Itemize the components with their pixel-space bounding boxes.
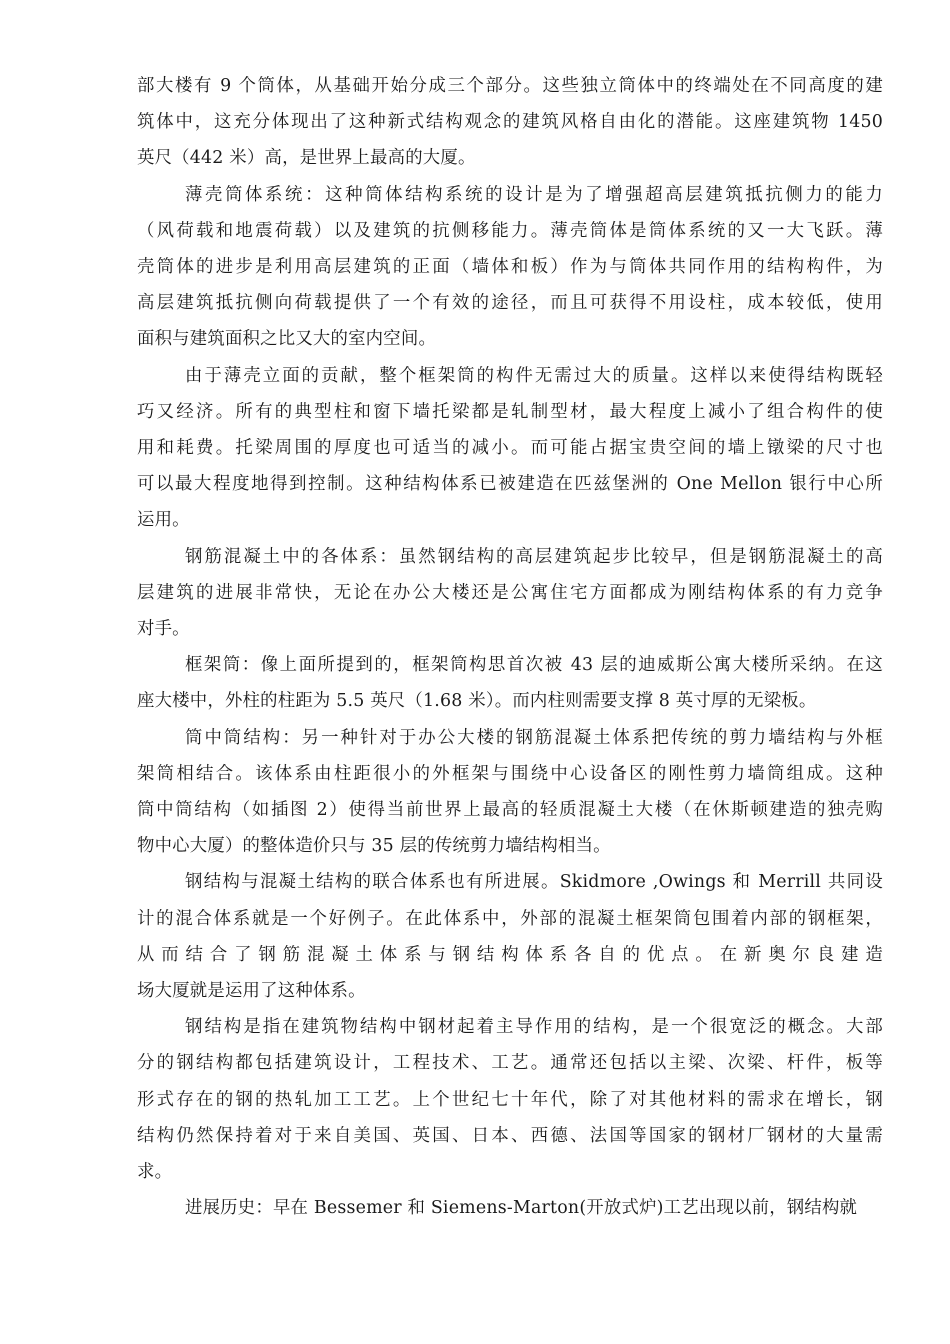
paragraph xyxy=(137,1190,883,1226)
paragraph xyxy=(137,720,883,865)
text-line: 高层建筑抵抗侧向荷载提供了一个有效的途径，而且可获得不用设柱，成本较低，使用 xyxy=(137,293,883,314)
text-line: 从而结合了钢筋混凝土体系与钢结构体系各自的优点。在新奥尔良建造 xyxy=(137,944,883,965)
text-line: 计的混合体系就是一个好例子。在此体系中，外部的混凝土框架筒包围着内部的钢框架， xyxy=(137,908,883,929)
paragraph xyxy=(137,1009,883,1190)
text-line: 层建筑的进展非常快，无论在办公大楼还是公寓住宅方面都成为刚结构体系的有力竞争 xyxy=(137,582,883,603)
text-line: 面积与建筑面积之比又大的室内空间。 xyxy=(137,329,437,350)
paragraph xyxy=(137,647,883,719)
text-line: 对手。 xyxy=(137,619,190,640)
text-line: 钢结构与混凝土结构的联合体系也有所进展。Skidmore ,Owings 和 Merrill 共同设 xyxy=(185,872,883,893)
text-line: 分的钢结构都包括建筑设计，工程技术、工艺。通常还包括以主梁、次梁、杆件，板等 xyxy=(137,1053,883,1074)
paragraph xyxy=(137,68,883,177)
text-line: 部大楼有 9 个筒体，从基础开始分成三个部分。这些独立筒体中的终端处在不同高度的建 xyxy=(137,76,883,96)
text-line: 薄壳筒体系统：这种筒体结构系统的设计是为了增强超高层建筑抵抗侧力的能力 xyxy=(185,184,883,205)
text-line: （风荷载和地震荷载）以及建筑的抗侧移能力。薄壳筒体是筒体系统的又一大飞跃。薄 xyxy=(137,220,883,241)
text-line: 壳筒体的进步是利用高层建筑的正面（墙体和板）作为与筒体共同作用的结构构件，为 xyxy=(137,257,883,278)
text-line: 运用。 xyxy=(137,510,190,531)
text-line: 场大厦就是运用了这种体系。 xyxy=(137,981,366,1002)
text-line: 筑体中，这充分体现出了这种新式结构观念的建筑风格自由化的潜能。这座建筑物 1450 xyxy=(137,112,883,133)
text-line: 形式存在的钢的热轧加工工艺。上个世纪七十年代，除了对其他材料的需求在增长，钢 xyxy=(137,1089,883,1110)
text-line: 物中心大厦）的整体造价只与 35 层的传统剪力墙结构相当。 xyxy=(137,836,611,857)
text-line: 架筒相结合。该体系由柱距很小的外框架与围绕中心设备区的刚性剪力墙筒组成。这种 xyxy=(137,763,883,784)
text-line: 进展历史：早在 Bessemer 和 Siemens-Marton(开放式炉)工艺出现以前，钢结构就 xyxy=(185,1198,858,1219)
text-line: 钢筋混凝土中的各体系：虽然钢结构的高层建筑起步比较早，但是钢筋混凝土的高 xyxy=(185,546,883,567)
paragraph xyxy=(137,358,883,539)
text-line: 英尺（442 米）高，是世界上最高的大厦。 xyxy=(137,148,476,169)
paragraph xyxy=(137,177,883,358)
paragraph xyxy=(137,864,883,1009)
text-line: 筒中筒结构：另一种针对于办公大楼的钢筋混凝土体系把传统的剪力墙结构与外框 xyxy=(185,727,883,748)
text-line: 可以最大程度地得到控制。这种结构体系已被建造在匹兹堡洲的 One Mellon 银行中心所 xyxy=(137,474,883,495)
text-line: 框架筒：像上面所提到的，框架筒构思首次被 43 层的迪威斯公寓大楼所采纳。在这 xyxy=(185,655,883,676)
text-line: 座大楼中，外柱的柱距为 5.5 英尺（1.68 米）。而内柱则需要支撑 8 英寸厚的无梁板。 xyxy=(137,691,817,712)
text-line: 求。 xyxy=(137,1162,173,1183)
text-line: 由于薄壳立面的贡献，整个框架筒的构件无需过大的质量。这样以来使得结构既轻 xyxy=(185,365,883,386)
text-line: 用和耗费。托梁周围的厚度也可适当的减小。而可能占据宝贵空间的墙上镦梁的尺寸也 xyxy=(137,438,883,459)
text-line: 钢结构是指在建筑物结构中钢材起着主导作用的结构，是一个很宽泛的概念。大部 xyxy=(185,1017,883,1038)
paragraph xyxy=(137,539,883,648)
text-line: 筒中筒结构（如插图 2）使得当前世界上最高的轻质混凝土大楼（在休斯顿建造的独壳购 xyxy=(137,800,883,821)
text-line: 巧又经济。所有的典型柱和窗下墙托梁都是轧制型材，最大程度上减小了组合构件的使 xyxy=(137,401,883,422)
document-page xyxy=(137,68,883,1227)
text-line: 结构仍然保持着对于来自美国、英国、日本、西德、法国等国家的钢材厂钢材的大量需 xyxy=(137,1125,883,1146)
